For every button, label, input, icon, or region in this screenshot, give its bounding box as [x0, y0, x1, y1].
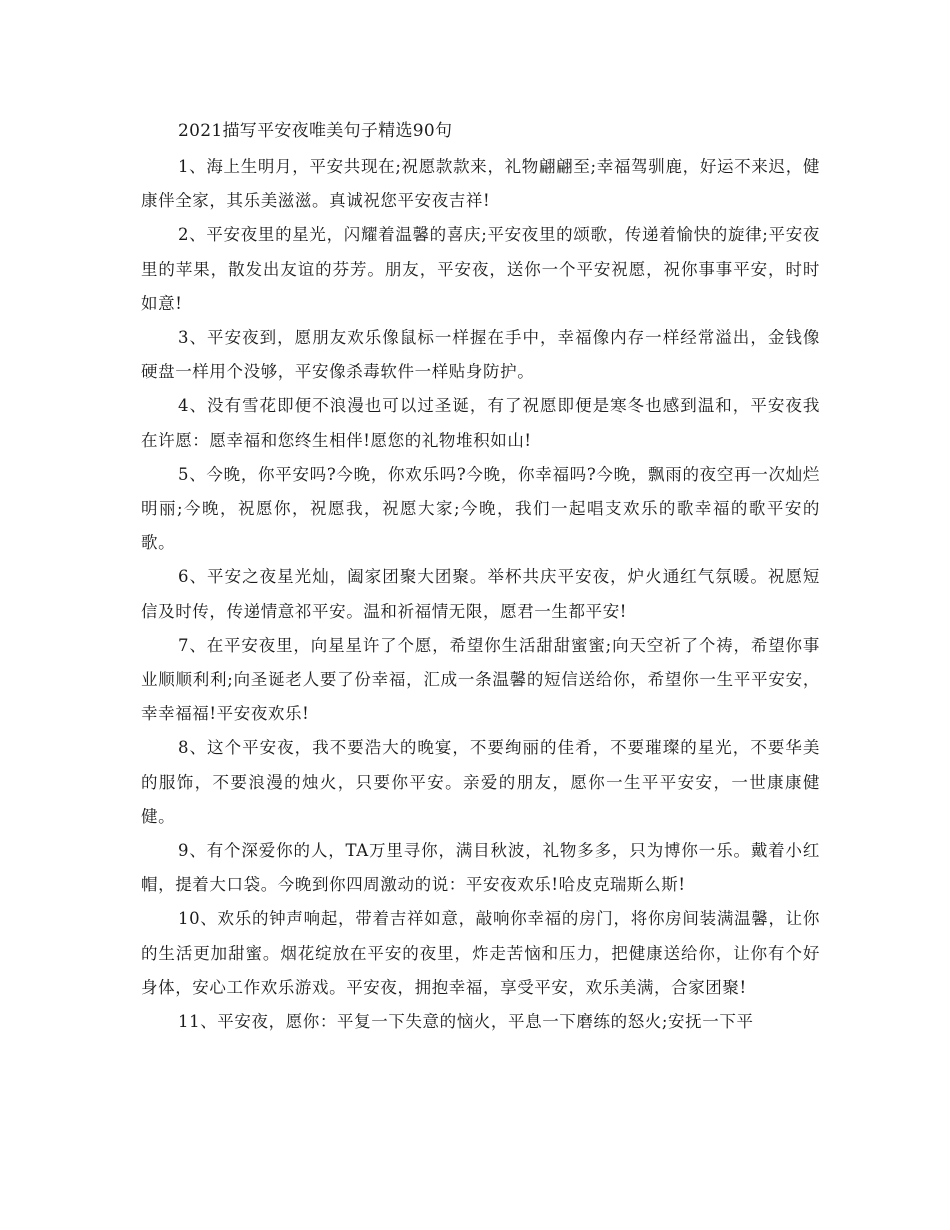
paragraph-4: 4、没有雪花即便不浪漫也可以过圣诞，有了祝愿即便是寒冬也感到温和，平安夜我在许愿：愿幸福和您终生相伴!愿您的礼物堆积如山!	[141, 396, 820, 450]
paragraph-5: 5、今晚，你平安吗?今晚，你欢乐吗?今晚，你幸福吗?今晚，飘雨的夜空再一次灿烂明丽;今晚，祝愿你，祝愿我，祝愿大家;今晚，我们一起唱支欢乐的歌幸福的歌平安的歌。	[141, 464, 820, 553]
paragraph-3: 3、平安夜到，愿朋友欢乐像鼠标一样握在手中，幸福像内存一样经常溢出，金钱像硬盘一样用个没够，平安像杀毒软件一样贴身防护。	[141, 328, 820, 382]
paragraph-9: 9、有个深爱你的人，TA万里寻你，满目秋波，礼物多多，只为博你一乐。戴着小红帽，提着大口袋。今晚到你四周激动的说：平安夜欢乐!哈皮克瑞斯么斯!	[141, 841, 820, 895]
paragraph-8: 8、这个平安夜，我不要浩大的晚宴，不要绚丽的佳肴，不要璀璨的星光，不要华美的服饰，不要浪漫的烛火，只要你平安。亲爱的朋友，愿你一生平平安安，一世康康健健。	[141, 738, 820, 826]
paragraph-10: 10、欢乐的钟声响起，带着吉祥如意，敲响你幸福的房门，将你房间装满温馨，让你的生活更加甜蜜。烟花绽放在平安的夜里，炸走苦恼和压力，把健康送给你，让你有个好身体，安心工作欢乐游戏。平安夜，拥抱幸福，享受平安，欢乐美满，合家团聚!	[141, 909, 820, 997]
paragraph-11: 11、平安夜，愿你：平复一下失意的恼火，平息一下磨练的怒火;安抚一下平	[178, 1012, 754, 1032]
paragraph-1: 1、海上生明月，平安共现在;祝愿款款来，礼物翩翩至;幸福驾驯鹿，好运不来迟，健康伴全家，其乐美滋滋。真诚祝您平安夜吉祥!	[141, 157, 820, 211]
paragraph-7: 7、在平安夜里，向星星许了个愿，希望你生活甜甜蜜蜜;向天空祈了个祷，希望你事业顺顺利利;向圣诞老人要了份幸福，汇成一条温馨的短信送给你，希望你一生平平安安，幸幸福福!平安夜欢乐!	[141, 635, 820, 724]
document-title: 2021描写平安夜唯美句子精选90句	[178, 121, 453, 141]
paragraph-2: 2、平安夜里的星光，闪耀着温馨的喜庆;平安夜里的颂歌，传递着愉快的旋律;平安夜里的苹果，散发出友谊的芬芳。朋友，平安夜，送你一个平安祝愿，祝你事事平安，时时如意!	[141, 225, 820, 313]
paragraph-6: 6、平安之夜星光灿，阖家团聚大团聚。举杯共庆平安夜，炉火通红气氛暖。祝愿短信及时传，传递情意祁平安。温和祈福情无限，愿君一生都平安!	[141, 567, 820, 621]
